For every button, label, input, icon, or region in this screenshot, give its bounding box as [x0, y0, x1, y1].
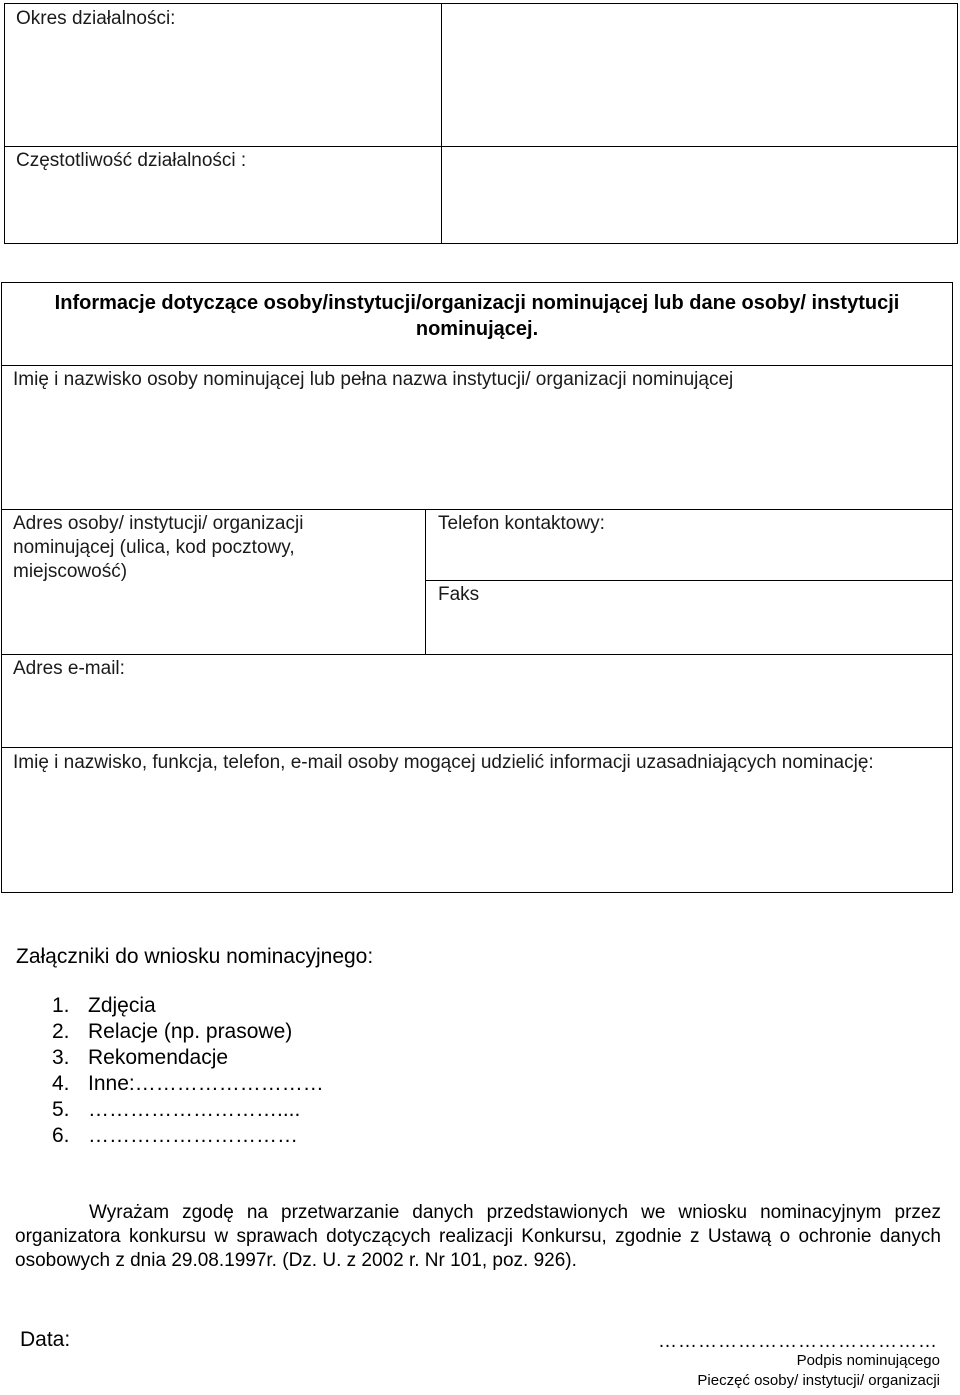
- signer-label: Podpis nominującego: [796, 1352, 940, 1369]
- attachment-text: Zdjęcia: [88, 994, 156, 1017]
- attachment-number: 2.: [52, 1020, 70, 1043]
- nominator-fax-label: Faks: [438, 584, 480, 605]
- nominator-section-title-line1: Informacje dotyczące osoby/instytucji/organizacji nominującej lub dane osoby/ instytucji: [54, 292, 900, 314]
- activity-frequency-field[interactable]: [443, 148, 956, 242]
- attachment-text: ………………………....: [88, 1098, 301, 1121]
- nominator-section-title-line2: nominującej.: [415, 318, 539, 340]
- attachment-number: 5.: [52, 1098, 70, 1121]
- nominator-title-divider: [1, 365, 953, 366]
- date-label: Data:: [20, 1328, 71, 1351]
- attachments-list: [52, 993, 324, 1149]
- activity-period-field[interactable]: [443, 5, 956, 144]
- attachments-title: Załączniki do wniosku nominacyjnego:: [16, 945, 374, 968]
- signature-dots: ……………………………………: [658, 1331, 938, 1352]
- attachment-text: …………………………: [88, 1124, 298, 1147]
- contact-bottom-divider: [1, 654, 953, 655]
- consent-paragraph: Wyrażam zgodę na przetwarzanie danych przedstawionych we wniosku nominacyjnym przez organizatora konkursu w sprawach dotyczących realizacji Konkursu, zgodnie z Ustawą o ochronie danych osobowych z dnia 29.08.1997r. (Dz. U. z 2002 r. Nr 101, poz. 926).: [15, 1202, 941, 1271]
- email-divider: [1, 747, 953, 748]
- attachment-text: Inne:………………………: [88, 1072, 324, 1095]
- nominator-fax-field[interactable]: [428, 608, 951, 652]
- attachment-item: [52, 1123, 324, 1149]
- attachment-item: [52, 993, 324, 1019]
- contact-divider-vertical: [425, 509, 426, 654]
- attachment-item: [52, 1097, 324, 1123]
- activity-divider-horizontal: [4, 146, 958, 147]
- activity-frequency-label: Częstotliwość działalności :: [16, 150, 247, 171]
- nominator-email-label: Adres e-mail:: [13, 658, 125, 679]
- nominator-name-divider: [1, 509, 953, 510]
- nominator-address-label-line3: miejscowość): [13, 561, 128, 582]
- nominator-name-label: Imię i nazwisko osoby nominującej lub pełna nazwa instytucji/ organizacji nominującej: [13, 369, 734, 390]
- reference-person-label: Imię i nazwisko, funkcja, telefon, e-mail osoby mogącej udzielić informacji uzasadniających nominację:: [13, 752, 874, 773]
- activity-divider-vertical: [441, 3, 442, 244]
- attachment-number: 1.: [52, 994, 70, 1017]
- attachment-number: 4.: [52, 1072, 70, 1095]
- nominator-address-label-line1: Adres osoby/ instytucji/ organizacji: [13, 513, 304, 534]
- phone-fax-divider: [425, 580, 953, 581]
- attachment-item: [52, 1045, 324, 1071]
- nominator-email-field[interactable]: [3, 683, 951, 745]
- attachment-number: 6.: [52, 1124, 70, 1147]
- activity-period-label: Okres działalności:: [16, 8, 176, 29]
- attachment-item: [52, 1071, 324, 1097]
- reference-person-field[interactable]: [3, 778, 951, 891]
- nominator-phone-field[interactable]: [428, 538, 951, 579]
- attachment-text: Rekomendacje: [88, 1046, 229, 1069]
- attachment-number: 3.: [52, 1046, 70, 1069]
- stamp-label: Pieczęć osoby/ instytucji/ organizacji: [697, 1372, 940, 1389]
- nominator-address-field[interactable]: [3, 588, 423, 652]
- nominator-address-label-line2: nominującej (ulica, kod pocztowy,: [13, 537, 295, 558]
- attachment-text: Relacje (np. prasowe): [88, 1020, 293, 1043]
- nominator-phone-label: Telefon kontaktowy:: [438, 513, 605, 534]
- nominator-name-field[interactable]: [3, 395, 951, 507]
- attachment-item: [52, 1019, 324, 1045]
